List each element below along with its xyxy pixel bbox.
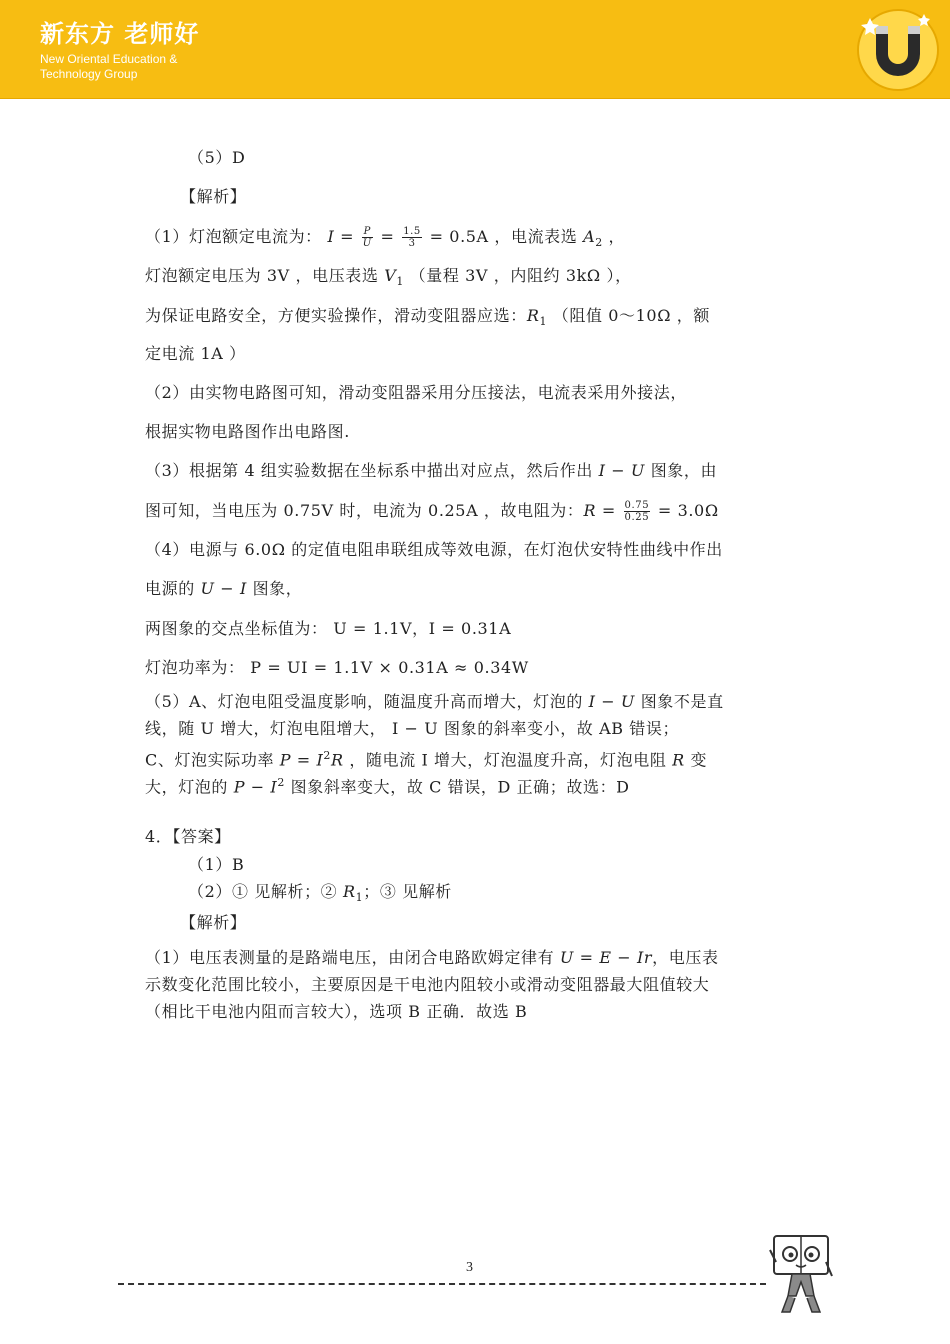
subscript: 1 <box>396 275 404 289</box>
text-segment: 大，灯泡的 <box>145 777 234 797</box>
text-line <box>145 773 630 797</box>
analysis-heading: 【解析】 <box>180 913 247 932</box>
text-segment: 图象不是直 <box>635 692 724 711</box>
fraction-p-over-u <box>362 226 373 249</box>
math-segment: P − I <box>233 777 278 797</box>
math-segment: R <box>526 306 540 325</box>
math-segment: U = E − Ir <box>559 948 653 967</box>
text-line: 灯泡功率为： P = UI = 1.1V × 0.31A ≈ 0.34W <box>145 658 529 677</box>
text-line-rheostat <box>145 306 710 332</box>
subscript: 2 <box>595 236 603 250</box>
fraction-numerator: 1.5 <box>403 226 421 237</box>
text-segment: 变 <box>684 750 708 770</box>
text-line <box>145 948 719 968</box>
brand-en-line2: Technology Group <box>40 67 138 81</box>
answer-line <box>188 882 452 908</box>
text-line <box>145 461 717 481</box>
fraction-0-75-over-0-25 <box>624 500 651 523</box>
text-line-resistance <box>145 500 719 523</box>
text-line: 根据实物电路图作出电路图. <box>145 422 350 441</box>
text-line <box>145 579 302 599</box>
answer-line-5: （5）D <box>188 148 246 167</box>
math-segment: A <box>583 227 596 246</box>
math-segment: R <box>342 882 356 901</box>
question-4-heading: 4．【答案】 <box>145 827 231 846</box>
page-number: 3 <box>466 1260 473 1275</box>
text-line: 线，随 U 增大，灯泡电阻增大， I − U 图象的斜率变小，故 AB 错误； <box>145 719 680 738</box>
fraction-1-5-over-3 <box>402 226 422 249</box>
text-segment: = 0.5A ，电流表选 <box>423 227 584 246</box>
text-segment: 灯泡额定电压为 3V ，电压表选 <box>145 266 385 285</box>
text-segment: 电源的 <box>145 579 201 598</box>
text-segment: （1）灯泡额定电流为： <box>145 227 322 246</box>
answer-line: （1）B <box>188 855 245 874</box>
brand-name-chinese: 新东方 老师好 <box>40 20 200 48</box>
text-segment: = 3.0Ω <box>652 501 719 520</box>
math-segment: R <box>331 750 344 770</box>
text-segment: 图可知，当电压为 0.75V 时，电流为 0.25A ，故电阻为： <box>145 501 584 520</box>
text-line: （2）由实物电路图可知，滑动变阻器采用分压接法，电流表采用外接法， <box>145 383 687 402</box>
text-segment: （2）① 见解析；② <box>188 882 343 901</box>
text-line: （相比干电池内阻而言较大），选项 B 正确．故选 B <box>145 1002 528 1021</box>
text-segment: 图象， <box>246 579 303 598</box>
math-segment: P = I <box>279 750 324 770</box>
subscript: 1 <box>355 891 364 905</box>
text-line: （4）电源与 6.0Ω 的定值电阻串联组成等效电源，在灯泡伏安特性曲线中作出 <box>145 540 723 559</box>
text-line: 示数变化范围比较小，主要原因是干电池内阻较小或滑动变阻器最大阻值较大 <box>145 975 710 994</box>
text-segment: C、灯泡实际功率 <box>145 750 280 770</box>
text-segment: 图象，由 <box>645 461 718 480</box>
text-line: 两图象的交点坐标值为： U = 1.1V，I = 0.31A <box>145 619 512 638</box>
subscript: 1 <box>539 315 548 329</box>
text-segment: ，电压表 <box>652 948 719 967</box>
text-segment: （量程 3V ，内阻约 3kΩ ）， <box>403 266 632 285</box>
fraction-denominator: U <box>362 238 372 249</box>
text-segment: （1）电压表测量的是路端电压，由闭合电路欧姆定律有 <box>145 948 560 967</box>
footer-divider <box>118 1283 766 1285</box>
math-segment: V <box>384 266 397 285</box>
text-segment: 图象斜率变大，故 C 错误，D 正确；故选：D <box>284 777 630 797</box>
math-segment: R = <box>583 501 622 520</box>
superscript: 2 <box>277 776 285 789</box>
fraction-denominator: 0.25 <box>624 512 650 523</box>
text-line <box>145 746 707 770</box>
superscript: 2 <box>323 749 332 762</box>
math-segment: U − I <box>200 579 247 598</box>
fraction-denominator: 3 <box>408 238 416 249</box>
text-segment: ， <box>602 227 626 246</box>
text-segment: = <box>374 227 401 246</box>
text-segment: （3）根据第 4 组实验数据在坐标系中描出对应点，然后作出 <box>145 461 599 480</box>
fraction-numerator: 0.75 <box>624 500 650 511</box>
text-line: 定电流 1A ） <box>145 344 246 363</box>
text-segment: （5）A、灯泡电阻受温度影响，随温度升高而增大，灯泡的 <box>145 692 589 711</box>
book-mascot-icon <box>768 1232 834 1316</box>
math-segment: R <box>672 750 685 770</box>
brand-en-line1: New Oriental Education & <box>40 52 178 66</box>
fraction-numerator: P <box>363 226 371 237</box>
math-segment: I = <box>321 227 360 246</box>
text-segment: 为保证电路安全，方便实验操作，滑动变阻器应选： <box>145 306 527 325</box>
text-segment: ；③ 见解析 <box>363 882 452 901</box>
analysis-heading: 【解析】 <box>180 187 247 206</box>
text-line-rated-voltage <box>145 266 632 292</box>
text-line <box>145 692 724 712</box>
math-segment: I − U <box>598 461 646 480</box>
math-segment: I − U <box>588 692 636 711</box>
text-segment: ，随电流 I 增大，灯泡温度升高，灯泡电阻 <box>343 750 673 770</box>
text-line-rated-current <box>145 226 625 253</box>
text-segment: （阻值 0～10Ω ，额 <box>547 306 710 325</box>
